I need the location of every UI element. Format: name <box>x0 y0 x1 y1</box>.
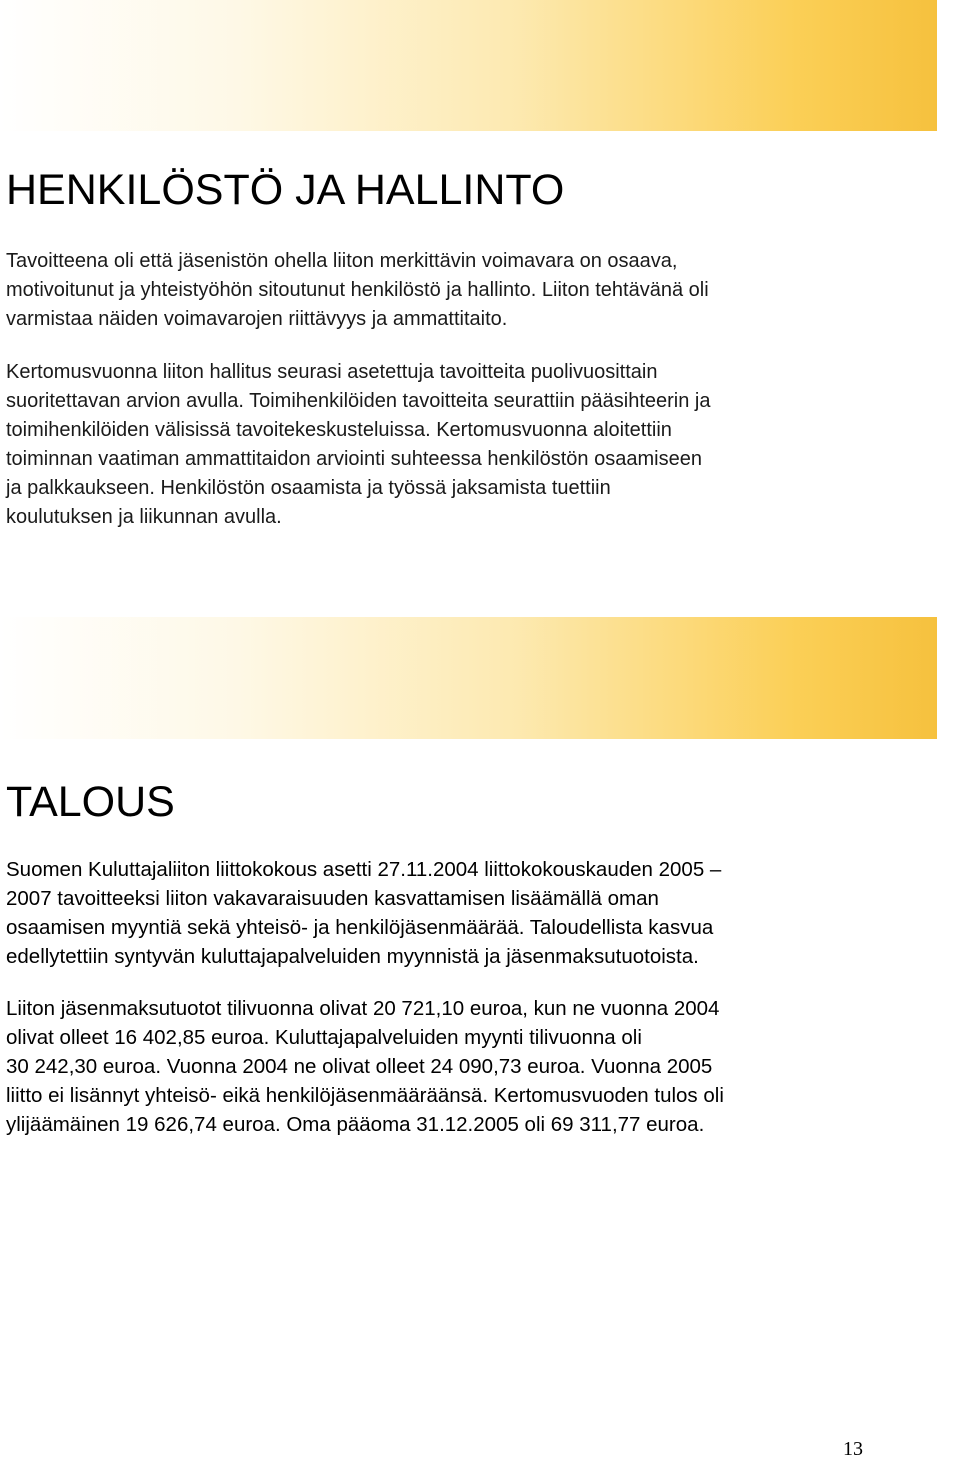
text-line: motivoitunut ja yhteistyöhön sitoutunut henkilöstö ja hallinto. Liiton tehtävänä oli <box>6 279 709 301</box>
paragraph-henkilosto-1 <box>6 247 886 334</box>
text-line: liitto ei lisännyt yhteisö- eikä henkilöjäsenmääräänsä. Kertomusvuoden tulos oli <box>6 1084 724 1107</box>
decorative-banner-top <box>0 0 937 131</box>
text-line: ylijäämäinen 19 626,74 euroa. Oma pääoma 31.12.2005 oli 69 311,77 euroa. <box>6 1113 705 1136</box>
section-heading-henkilosto: HENKILÖSTÖ JA HALLINTO <box>6 166 565 214</box>
text-line: osaamisen myyntiä sekä yhteisö- ja henkilöjäsenmäärää. Taloudellista kasvua <box>6 916 714 939</box>
text-line: Liiton jäsenmaksutuotot tilivuonna olivat 20 721,10 euroa, kun ne vuonna 2004 <box>6 997 720 1020</box>
text-line: 2007 tavoitteeksi liiton vakavaraisuuden kasvattamisen lisäämällä oman <box>6 887 659 910</box>
text-line: edellytettiin syntyvän kuluttajapalveluiden myynnistä ja jäsenmaksutuotoista. <box>6 945 699 968</box>
text-line: toimihenkilöiden välisissä tavoitekeskusteluissa. Kertomusvuonna aloitettiin <box>6 419 672 441</box>
paragraph-talous-1 <box>6 855 886 971</box>
text-line: varmistaa näiden voimavarojen riittävyys ja ammattitaito. <box>6 308 508 330</box>
text-line: Tavoitteena oli että jäsenistön ohella liiton merkittävin voimavara on osaava, <box>6 250 678 272</box>
text-line: 30 242,30 euroa. Vuonna 2004 ne olivat olleet 24 090,73 euroa. Vuonna 2005 <box>6 1055 713 1078</box>
text-line: koulutuksen ja liikunnan avulla. <box>6 506 282 528</box>
text-line: olivat olleet 16 402,85 euroa. Kuluttajapalveluiden myynti tilivuonna oli <box>6 1026 642 1049</box>
text-line: Suomen Kuluttajaliiton liittokokous asetti 27.11.2004 liittokokouskauden 2005 – <box>6 858 722 881</box>
page-number: 13 <box>843 1438 863 1460</box>
text-line: ja palkkaukseen. Henkilöstön osaamista ja työssä jaksamista tuettiin <box>6 477 611 499</box>
section-heading-talous: TALOUS <box>6 778 175 826</box>
paragraph-henkilosto-2 <box>6 358 886 532</box>
text-line: suoritettavan arvion avulla. Toimihenkilöiden tavoitteita seurattiin pääsihteerin ja <box>6 390 711 412</box>
paragraph-talous-2 <box>6 994 886 1139</box>
decorative-banner-middle <box>0 617 937 739</box>
text-line: Kertomusvuonna liiton hallitus seurasi asetettuja tavoitteita puolivuosittain <box>6 361 658 383</box>
text-line: toiminnan vaatiman ammattitaidon arviointi suhteessa henkilöstön osaamiseen <box>6 448 702 470</box>
